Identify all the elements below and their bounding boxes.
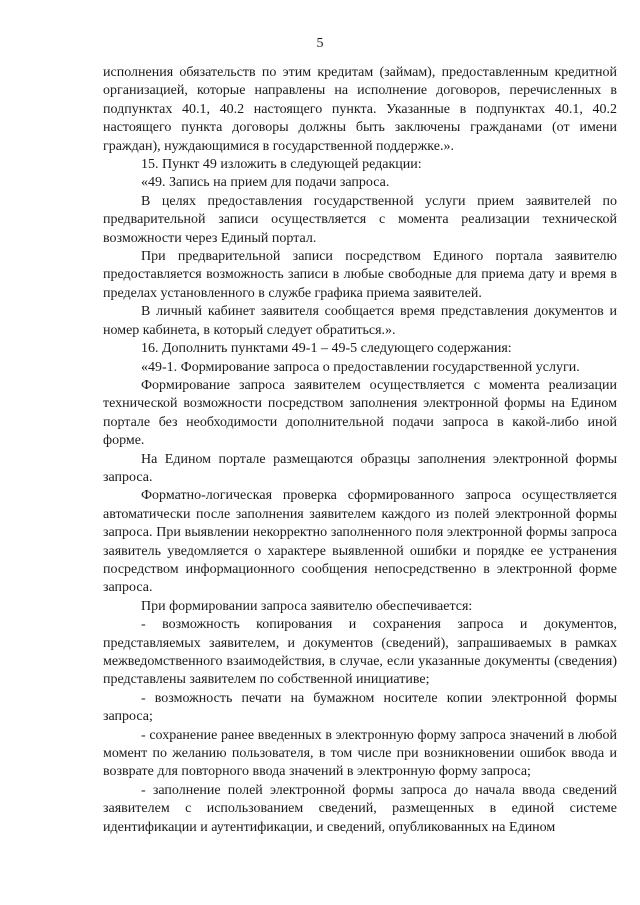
document-body: [103, 64, 617, 837]
paragraph: На Едином портале размещаются образцы заполнения электронной формы запроса.: [103, 451, 617, 485]
paragraph-heading-49: «49. Запись на прием для подачи запроса.: [141, 175, 390, 191]
paragraph-item-16: 16. Дополнить пунктами 49-1 – 49-5 следующего содержания:: [141, 341, 512, 357]
paragraph: Формирование запроса заявителем осуществляется с момента реализации технической возможности посредством заполнения электронной формы на Едином портале без необходимости дополнительной подачи запроса в какой-либо иной форме.: [103, 377, 617, 449]
list-item: - возможность копирования и сохранения запроса и документов, представляемых заявителем, и документов (сведений), запрашиваемых в рамках межведомственного взаимодействия, в случае, если указанные документы (сведения) представлены заявителем по собственной инициативе;: [103, 617, 617, 688]
paragraph: При предварительной записи посредством Единого портала заявителю предоставляется возможность записи в любые свободные для приема дату и время в пределах установленного в службе графика приема заявителей.: [103, 249, 617, 301]
paragraph-continuation: исполнения обязательств по этим кредитам (займам), предоставленным кредитной организацией, которые направлены на исполнение договоров, перечисленных в подпунктах 40.1, 40.2 настоящего пункта. Указанные в подпунктах 40.1, 40.2 настоящего пункта договоры должны быть заключены гражданами (от имени граждан), нуждающимися в государственной поддержке.».: [103, 65, 617, 154]
list-item: - сохранение ранее введенных в электронную форму запроса значений в любой момент по желанию пользователя, в том числе при возникновении ошибок ввода и возврате для повторного ввода значений в электронную форму запроса;: [103, 727, 617, 780]
paragraph-item-15: 15. Пункт 49 изложить в следующей редакции:: [141, 157, 422, 173]
list-item: - возможность печати на бумажном носителе копии электронной формы запроса;: [103, 690, 617, 725]
page-number: 5: [316, 36, 324, 51]
paragraph: В личный кабинет заявителя сообщается время представления документов и номер кабинета, в который следует обратиться.».: [103, 304, 617, 338]
paragraph: В целях предоставления государственной услуги прием заявителей по предварительной записи осуществляется с момента реализации технической возможности через Единый портал.: [103, 193, 617, 246]
paragraph-heading-49-1: «49-1. Формирование запроса о предоставлении государственной услуги.: [141, 359, 580, 375]
list-item: - заполнение полей электронной формы запроса до начала ввода сведений заявителем с использованием сведений, размещенных в единой системе идентификации и аутентификации, и сведений, опубликованных на Едином: [103, 782, 617, 835]
paragraph: При формировании запроса заявителю обеспечивается:: [141, 598, 473, 614]
paragraph: Форматно-логическая проверка сформированного запроса осуществляется автоматически после заполнения заявителем каждого из полей электронной формы запроса. При выявлении некорректно заполненного поля электронной формы запроса заявитель уведомляется о характере выявленной ошибки и порядке ее устранения посредством информационного сообщения непосредственно в электронной форме запроса.: [103, 488, 617, 596]
